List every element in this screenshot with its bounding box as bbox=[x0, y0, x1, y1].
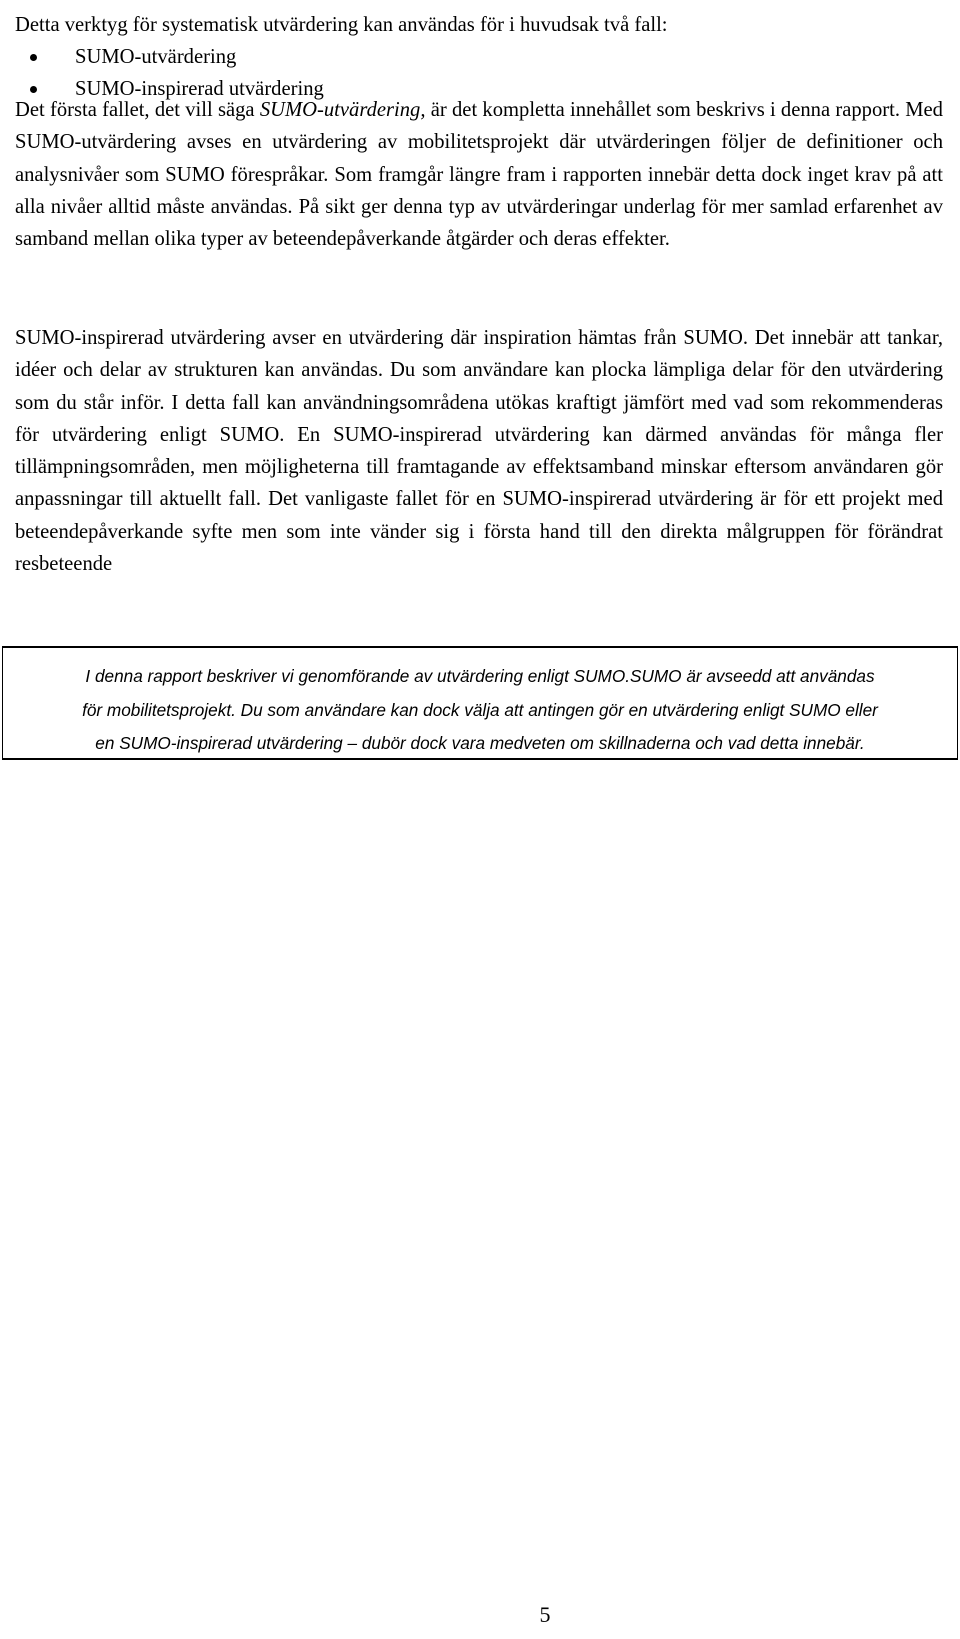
emphasized-term: SUMO-utvärdering, bbox=[259, 99, 426, 121]
paragraph-sumo-inspired-evaluation: SUMO-inspirerad utvärdering avser en utvärdering där inspiration hämtas från SUMO. Det innebär att tankar, idéer och delar av strukturen kan användas. Du som användare kan plocka lämpliga delar för den utvärdering som du står inför. I detta fall kan användningsområdena utökas kraftigt jämfört med vad som rekommenderas för utvärdering enligt SUMO. En SUMO-inspirerad utvärdering kan därmed användas för många fler tillämpningsområden, men möjligheterna till framtagande av effektsamband minskar eftersom användaren gör anpassningar till aktuellt fall. Det vanligaste fallet för en SUMO-inspirerad utvärdering är för ett projekt med beteendepåverkande syfte men som inte vänder sig i första hand till den direkta målgruppen för förändrat resbeteende bbox=[15, 327, 943, 576]
paragraph-text: är det kompletta innehållet som beskrivs i denna rapport. Med SUMO-utvärdering avses en utvärdering av mobilitetsprojekt där utvärderingen följer de definitioner och analysnivåer som SUMO förespråkar. Som framgår längre fram i rapporten innebär detta dock inget krav på att alla nivåer alltid måste användas. På sikt ger denna typ av utvärderingar underlag för mer samlad erfarenhet av samband mellan olika typer av beteendepåverkande åtgärder och deras effekter. bbox=[15, 99, 943, 251]
bullet-icon bbox=[30, 54, 37, 61]
page-number bbox=[65, 1601, 960, 1629]
list-item bbox=[15, 41, 943, 73]
paragraph-sumo-evaluation bbox=[15, 94, 943, 255]
notice-text bbox=[3, 660, 957, 761]
notice-line: en SUMO-inspirerad utvärdering – dubör dock vara medveten om skillnaderna och vad detta innebär. bbox=[95, 733, 865, 753]
notice-box bbox=[2, 646, 958, 760]
list-item-label: SUMO-inspirerad utvärdering bbox=[75, 78, 324, 100]
notice-line: I denna rapport beskriver vi genomförande av utvärdering enligt SUMO.SUMO är avseedd att användas bbox=[85, 666, 875, 686]
page-number-text: 5 bbox=[539, 1602, 551, 1627]
bullet-icon bbox=[30, 86, 37, 93]
notice-line: för mobilitetsprojekt. Du som användare kan dock välja att antingen gör en utvärdering enligt SUMO eller bbox=[82, 699, 878, 720]
intro-sentence: Detta verktyg för systematisk utvärdering kan användas för i huvudsak två fall: bbox=[15, 14, 668, 36]
list-item-label: SUMO-utvärdering bbox=[75, 46, 237, 68]
paragraph-text: Det första fallet, det vill säga bbox=[15, 99, 260, 121]
